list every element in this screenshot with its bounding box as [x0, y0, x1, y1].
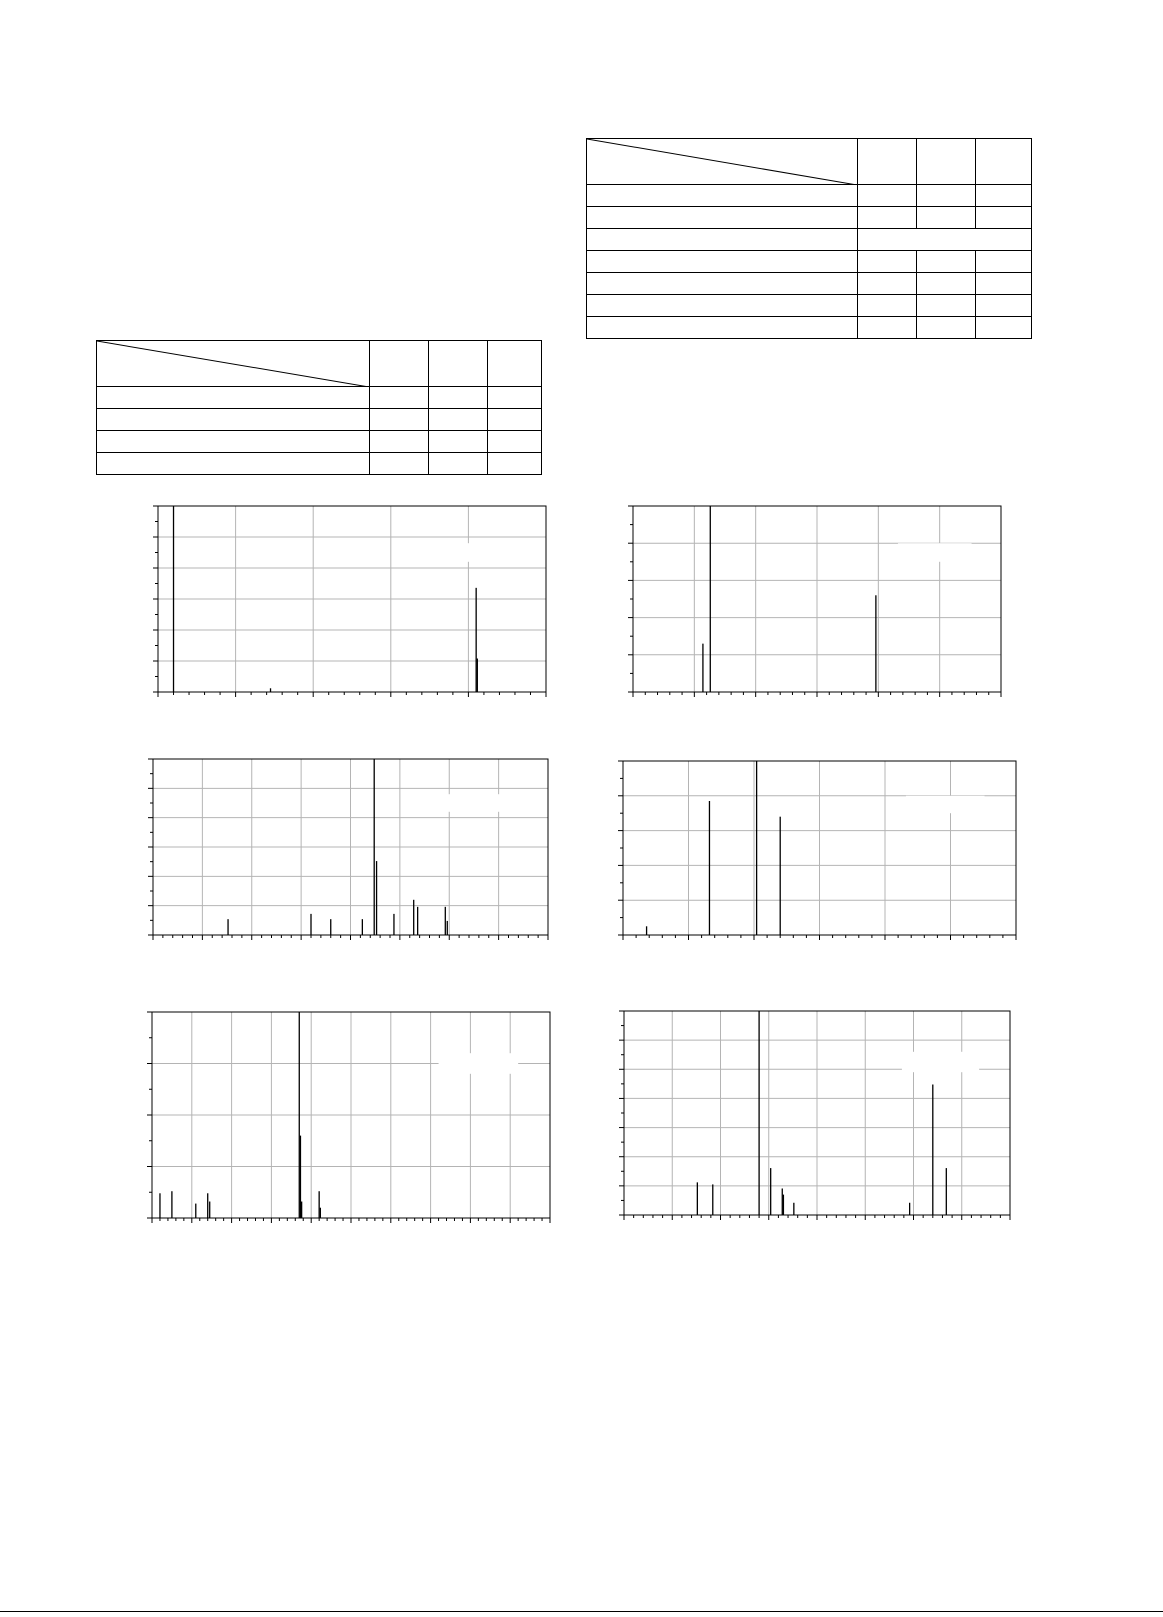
- footer-rule: [0, 1611, 1163, 1612]
- legend-area: [902, 1052, 979, 1072]
- table-row: [587, 251, 1032, 273]
- legend-area: [906, 796, 985, 813]
- table-right-header-cell: [917, 139, 976, 185]
- table-left-header-cell: [429, 341, 488, 387]
- legend-area: [439, 1053, 519, 1074]
- table-row: [587, 207, 1032, 229]
- spectrum-chart-3: [145, 753, 552, 945]
- legend-area: [437, 794, 516, 812]
- table-right: [586, 138, 1032, 339]
- table-right-header-cell: [858, 139, 917, 185]
- diagonal-header-line: [97, 341, 369, 387]
- table-left-header-corner: [97, 341, 370, 387]
- spectrum-chart-2: [625, 500, 1005, 702]
- spectrum-chart-1: [150, 500, 550, 702]
- table-right-header-corner: [587, 139, 858, 185]
- table-row: [97, 409, 542, 431]
- table-row: [97, 431, 542, 453]
- spectrum-chart-5: [144, 1006, 554, 1228]
- table-row: [587, 295, 1032, 317]
- table-row: [587, 317, 1032, 339]
- legend-area: [437, 543, 515, 562]
- spectrum-chart-6: [616, 1005, 1014, 1225]
- spectrum-chart-4: [615, 755, 1020, 945]
- table-row-spanned: [587, 229, 1032, 251]
- table-right-header-cell: [976, 139, 1032, 185]
- table-row: [587, 185, 1032, 207]
- table-row: [97, 453, 542, 475]
- table-left: [96, 340, 542, 475]
- legend-area: [898, 543, 972, 562]
- diagonal-header-line: [587, 139, 857, 185]
- table-left-header-cell: [488, 341, 542, 387]
- table-left-header-cell: [370, 341, 429, 387]
- table-row: [97, 387, 542, 409]
- table-row: [587, 273, 1032, 295]
